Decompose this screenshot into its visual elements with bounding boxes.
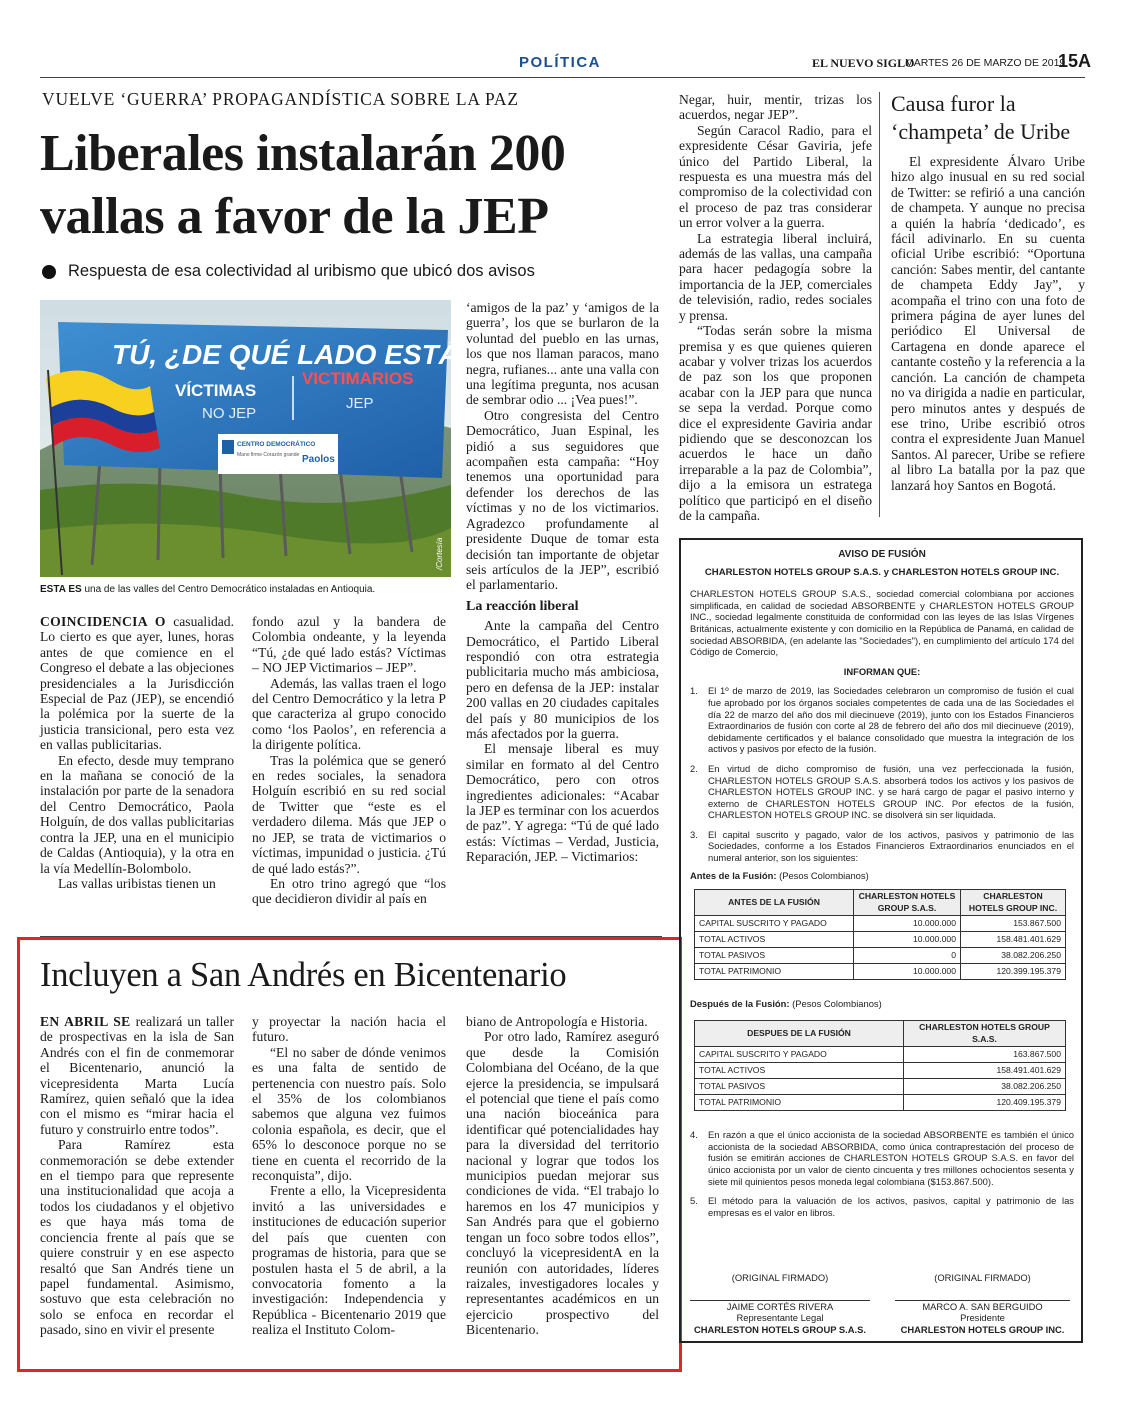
table-row [695, 1063, 1066, 1079]
main-col2-para: Tras la polémica que se generó en redes sociales, la senadora Holguín escribió en su red social de Twitter que “este es el verdadero dilema. Más que JEP o no JEP, se trata de victimarios o víctimas, impunidad o justicia. ¿Tú de qué lado estás?”. [252, 752, 446, 876]
table-cell: 153.867.500 [961, 916, 1066, 932]
before-fusion-label-rest: (Pesos Colombianos) [776, 869, 869, 881]
table-cell: 120.399.195.379 [961, 964, 1066, 980]
signature-1-role: Representante Legal [736, 1312, 824, 1324]
table-row [695, 1095, 1066, 1111]
notice-item-text: En virtud de dicho compromiso de fusión, una vez perfeccionada la fusión, CHARLESTON HOTELS GROUP S.A.S. absorberá todos los activos y los pasivos de CHARLESTON HOTELS GROUP INC. y se hará cargo de pagar el pasivo interno y externo de CHARLESTON HOTELS GROUP INC. Por efectos de la fusión, CHARLESTON HOTELS GROUP INC. se disolverá sin ser liquidada. [708, 762, 1074, 821]
after-fusion-label-rest: (Pesos Colombianos) [789, 998, 882, 1010]
second-col-2 [252, 1014, 446, 1338]
kicker: VUELVE ‘GUERRA’ PROPAGANDÍSTICA SOBRE LA PAZ [42, 89, 519, 109]
billboard-left-word: VÍCTIMAS [175, 381, 257, 400]
second-col2-para: Frente a ello, la Vicepresidenta invitó a las universidades e instituciones de educación superior del país que cuenten con programas de historia, para que se postulen hasta el 5 de abril, a la convocatoria fomento a la investigación: Independencia y República - Bicentenario 2019 que realiza el Instituto Colom- [252, 1183, 446, 1338]
table-cell: TOTAL PATRIMONIO [695, 1095, 904, 1111]
notice-item-num: 5. [690, 1195, 698, 1207]
main-col3-para: Ante la campaña del Centro Democrático, el Partido Liberal respondió con otra estrategia publicitaria mucho más ambiciosa, pero en defensa de la JEP: instalar 200 vallas en 20 ciudades capitales del país y 80 municipios de los más afectados por la guerra. [466, 618, 659, 741]
main-col-1 [40, 614, 234, 891]
photo-caption [40, 584, 450, 595]
signature-2-name: MARCO A. SAN BERGUIDO [922, 1300, 1043, 1312]
notice-subtitle: CHARLESTON HOTELS GROUP S.A.S. y CHARLESTON HOTELS GROUP INC. [704, 566, 1060, 578]
sidebar-title [891, 90, 1091, 146]
billboard-right-word: VICTIMARIOS [302, 369, 414, 388]
table-cell: 163.867.500 [904, 1047, 1066, 1063]
main-col4-para: Negar, huir, mentir, trizas los acuerdos, negar JEP”. [679, 92, 872, 123]
sidebar-body-text: El expresidente Álvaro Uribe hizo algo inusual en su red social de Twitter: se refirió a una canción de champeta. Y aunque no precisa a quién la habría ‘dedicado’, es fácil adivinarlo. En su cuenta oficial Uribe escribió: “Oportuna canción: Sabes mentir, del cantante de champeta Eddy Jay”, y acompaña el trino con una foto de primera página de ayer lunes del periódico El Universal de Cartagena en donde aparece el cantante costeño y la referencia a la canción. La canción de champeta no va dirigida a nadie en particular, pero minutos antes y después de ese trino, Uribe escribió otros contra el expresidente Juan Manuel Santos. Al parecer, Uribe se refiere al libro La batalla por la paz que lanzará hoy Santos en Bogotá. [891, 154, 1085, 493]
signature-1-name: JAIME CORTÉS RIVERA [726, 1300, 834, 1312]
second-col-3 [466, 1014, 659, 1338]
notice-item-text: El capital suscrito y pagado, valor de los activos, pasivos y patrimonio de las Sociedades, conforme a los Estados Financieros Extraordinarios enunciados en el numeral anterior, son los siguientes: [708, 828, 1074, 864]
notice-item-num: 3. [690, 828, 698, 840]
signature-2-company: CHARLESTON HOTELS GROUP INC. [900, 1323, 1065, 1335]
notice-item-num: 1. [690, 685, 698, 697]
sidebar-body [891, 154, 1085, 493]
page-number: 15A [1058, 51, 1092, 71]
notice-item-num: 4. [690, 1129, 698, 1141]
table-cell: TOTAL PATRIMONIO [695, 964, 854, 980]
signature-2-signed: (ORIGINAL FIRMADO) [934, 1272, 1031, 1283]
after-fusion-label [690, 998, 1074, 1010]
notice-intro: CHARLESTON HOTELS GROUP S.A.S., sociedad comercial colombiana por acciones simplificada, en calidad de sociedad ABSORBENTE y CHARLESTON HOTELS GROUP INC., sociedad legalmente constituida de conformidad con las leyes de las Islas Vírgenes Británicas, actualmente existente y con domicilio en la República de Panamá, en calidad de sociedad ABSORBIDA, (en adelante las "Sociedades"), en cumplimiento del artículo 174 del Código de Comercio, [690, 588, 1074, 658]
table-cell: TOTAL PASIVOS [695, 1079, 904, 1095]
notice-item-text: El método para la valuación de los activos, pasivos, capital y patrimonio de las empresas es el valor en libros. [708, 1195, 1074, 1218]
table-cell: CAPITAL SUSCRITO Y PAGADO [695, 1047, 904, 1063]
signature-2 [895, 1272, 1070, 1335]
table-cell: 158.491.401.629 [904, 1063, 1066, 1079]
table-cell: 10.000.000 [854, 916, 961, 932]
table-cell: 0 [854, 948, 961, 964]
table-cell: TOTAL PASIVOS [695, 948, 854, 964]
main-col1-lead: COINCIDENCIA O [40, 614, 166, 629]
signature-2-role: Presidente [960, 1312, 1005, 1324]
table-cell: TOTAL ACTIVOS [695, 932, 854, 948]
billboard-photo [40, 300, 495, 577]
table-header-row [695, 890, 1066, 916]
notice-item-1 [690, 685, 1074, 755]
main-col1-para: En efecto, desde muy temprano en la mañana se conoció de la instalación por parte de la senadora del Centro Democrático, Paola Holguín, de dos vallas publicitarias contra la JEP, una en el municipio de Caldas (Antioquia), y la otra en la vía Medellín-Bolombolo. [40, 752, 234, 876]
table-header: CHARLESTON HOTELS GROUP S.A.S. [904, 1021, 1066, 1047]
before-fusion-table [694, 889, 1066, 980]
table-cell: 38.082.206.250 [904, 1079, 1066, 1095]
main-col-3 [466, 300, 659, 865]
sidebar-title-line2: ‘champeta’ de Uribe [891, 119, 1071, 144]
second-col1-para [40, 1014, 234, 1137]
notice-item-text: En razón a que el único accionista de la sociedad ABSORBENTE es también el único accionista de la sociedad ABSORBIDA, como única contraprestación del proceso de fusión se emitirán acciones de CHARLESTON HOTELS GROUP S.A.S. en favor del único accionista por un valor de ciento cincuenta y tres millones ochocientos sesenta y siete mil quinientos pesos moneda legal colombiana ($153.867.500). [708, 1129, 1074, 1187]
main-subtitle: Respuesta de esa colectividad al uribismo que ubicó dos avisos [68, 262, 535, 280]
main-col4-para: Según Caracol Radio, para el expresidente César Gaviria, jefe único del Partido Liberal, la respuesta es una muestra más del compromiso de la colectividad con el proceso de paz tras considerar un error volver a la guerra. [679, 122, 872, 231]
billboard-logo-centro-sub: Mano firme Corazón grande [237, 452, 300, 458]
second-col2-para: y proyectar la nación hacia el futuro. [252, 1014, 446, 1045]
table-cell: CAPITAL SUSCRITO Y PAGADO [695, 916, 854, 932]
before-fusion-label-bold: Antes de la Fusión: [690, 869, 777, 881]
main-col-2 [252, 614, 446, 907]
main-col3-subhead: La reacción liberal [466, 598, 579, 614]
second-headline: Incluyen a San Andrés en Bicentenario [40, 956, 567, 994]
notice-item-text: El 1º de marzo de 2019, las Sociedades celebraron un compromiso de fusión el cual fue aprobado por los órganos sociales competentes de cada una de las Sociedades el día 22 de marzo del año dos mil diecinueve (2019), junto con los Estados Financieros Extraordinarios de fusión con corte al 28 de febrero del año dos mil diecinueve (2019), debidamente certificados y el balance consolidado que muestra la integración de los activos y pasivos por efecto de la fusión. [708, 685, 1074, 755]
main-headline [40, 122, 670, 248]
billboard-photo-svg [40, 300, 495, 577]
billboard-right-sub: JEP [346, 395, 374, 412]
table-header: CHARLESTON HOTELS GROUP INC. [961, 890, 1066, 916]
table-row [695, 964, 1066, 980]
before-fusion-label [690, 870, 1074, 882]
second-col3-para: biano de Antropología e Historia. [466, 1014, 648, 1029]
notice-item-3 [690, 829, 1074, 864]
table-row [695, 932, 1066, 948]
table-cell: 120.409.195.379 [904, 1095, 1066, 1111]
table-header-row [695, 1021, 1066, 1047]
table-header: CHARLESTON HOTELS GROUP S.A.S. [854, 890, 961, 916]
sidebar-divider [879, 92, 880, 517]
main-col1-para [40, 614, 234, 753]
billboard-logo-centro: CENTRO DEMOCRÁTICO [237, 441, 316, 448]
table-row [695, 948, 1066, 964]
main-col3-para: ‘amigos de la paz’ y ‘amigos de la guerra’, los que se burlaron de la voluntad del pueblo en las urnas, los que nos llaman paracos, mano negra, rufianes... ante una valla con una legítima pregunta, nos acusan de sembrar odio ... ¡Vea pues!”. [466, 300, 659, 408]
billboard-title: TÚ, ¿DE QUÉ LADO ESTÁS? [112, 339, 495, 370]
notice-item-4 [690, 1129, 1074, 1187]
main-col2-para: fondo azul y la bandera de Colombia ondeante, y la leyenda “Tú, ¿de qué lado estás? Víctimas – NO JEP Victimarios – JEP”. [252, 614, 446, 676]
section-label: POLÍTICA [519, 54, 601, 71]
signature-1 [690, 1272, 870, 1335]
publication-date: MARTES 26 DE MARZO DE 2019 [905, 57, 1066, 69]
second-col1-lead: EN ABRIL SE [40, 1014, 131, 1029]
second-col1-para: Para Ramírez esta conmemoración se debe extender en el tiempo para que represente una institucionalidad que acoja a todos los ciudadanos y el objetivo es que haya más toma de conciencia frente al país que se quiere construir y en ese aspecto resaltó que San Andrés tiene un papel fundamental. Asimismo, sostuvo que esta celebración no solo se enfoca en recordar el pasado, sino en vivir el presente [40, 1137, 234, 1338]
main-col2-para: Además, las vallas traen el logo del Centro Democrático y la letra P que caracteriza al grupo conocido como ‘los Paolos’, en referencia a la dirigente política. [252, 675, 446, 753]
main-col4-para: “Todas serán sobre la misma premisa y es que quienes quieren acabar y volver trizas los acuerdos de paz son los que proponen acabar con la JEP para que nunca se sepa la verdad. Porque como dice el expresidente Gaviria andar pidiendo que se desconozcan los acuerdos le hace un daño irreparable a la paz de Colombia”, dijo a la emisora un estratega político que participó en el diseño de la campaña. [679, 323, 872, 523]
main-col4-para: La estrategia liberal incluirá, además de las vallas, una campaña para hacer pedagogía sobre la importancia de la JEP, comerciales de televisión, radio, redes sociales y prensa. [679, 230, 872, 323]
main-col1-para: Las vallas uribistas tienen un [58, 875, 216, 891]
table-row [695, 1079, 1066, 1095]
billboard-logo-paolos: Paolos [302, 454, 335, 465]
second-col3-para: Por otro lado, Ramírez aseguró que desde la Comisión Colombiana del Océano, de la que ejerce la presidencia, se impulsará el potencial que tiene el país como una nación bioceánica para identificar qué potencialidades hay para la diversidad del territorio nacional y lograr que todos los municipios puedan mejorar sus condiciones de vida. “El trabajo lo haremos en los 47 municipios y San Andrés para que el gobierno tengan un foco sobre todos ellos”, concluyó la vicepresidentA en la reunión con autoridades, líderes raizales, investigadores locales y representantes académicos en un ejercicio prospectivo del Bicentenario. [466, 1029, 659, 1338]
signature-1-company: CHARLESTON HOTELS GROUP S.A.S. [693, 1323, 867, 1335]
notice-title: AVISO DE FUSIÓN [838, 549, 926, 560]
notice-informan: INFORMAN QUE: [843, 665, 921, 677]
main-headline-line1: Liberales instalarán 200 [40, 125, 566, 182]
after-fusion-label-bold: Después de la Fusión: [690, 998, 790, 1010]
sidebar-title-line1: Causa furor la [891, 91, 1016, 116]
main-col3-para: Otro congresista del Centro Democrático, Juan Espinal, les pidió a sus seguidores que acompañen esta campaña: “Hoy tenemos una oportunidad para defender los derechos de las víctimas y no de los victimarios. Agradezco profundamente al presidente Duque de tomar esta decisión tan importante de objetar seis artículos de la JEP”, escribió el parlamentario. [466, 407, 659, 593]
second-col2-para: “El no saber de dónde venimos es una falta de sentido de pertenencia con nuestro país. Solo el 35% de los colombianos sabemos que alguna vez fuimos colonia española, es decir, que el 65% lo desconoce porque no se tiene en cuenta el recorrido de la reconquista”, dijo. [252, 1044, 446, 1184]
after-fusion-table [694, 1020, 1066, 1111]
notice-item-2 [690, 763, 1074, 821]
main-col-4 [679, 92, 872, 523]
table-row [695, 1047, 1066, 1063]
main-headline-line2: vallas a favor de la JEP [40, 188, 549, 245]
table-header: ANTES DE LA FUSIÓN [695, 890, 854, 916]
main-col2-para: En otro trino agregó que “los que decidieron dividir al país en [252, 875, 446, 907]
table-header: DESPUES DE LA FUSIÓN [695, 1021, 904, 1047]
table-row [695, 916, 1066, 932]
second-headline-rule [40, 936, 662, 937]
notice-item-num: 2. [690, 762, 698, 774]
photo-credit: /Cortesía [435, 537, 444, 570]
header-rule [40, 77, 1085, 78]
publication-name: EL NUEVO SIGLO [812, 56, 915, 70]
second-col-1 [40, 1014, 234, 1338]
signature-1-signed: (ORIGINAL FIRMADO) [731, 1272, 829, 1283]
table-cell: TOTAL ACTIVOS [695, 1063, 904, 1079]
subtitle-bullet [42, 265, 56, 279]
photo-caption-lead: ESTA ES [40, 584, 82, 595]
main-col3-para: El mensaje liberal es muy similar en formato al del Centro Democrático, pero con otros ingredientes adicionales: “Acabar la JEP es terminar con los acuerdos de paz”. Y agrega: “Tú de qué lado estás: Víctimas – Verdad, Justicia, Reparación, JEP. – Victimarios: [466, 741, 659, 865]
main-col1-para-text: casualidad. Lo cierto es que ayer, lunes, horas antes de que comience en el Congreso el debate a las objeciones presidenciales a la Jurisdicción Especial de Paz (JEP), se encendió la polémica por la suerte de la justicia transicional, pero esta vez en vallas publicitarias. [40, 614, 235, 753]
table-cell: 10.000.000 [854, 932, 961, 948]
notice-content [690, 549, 1074, 1218]
billboard-left-sub: NO JEP [202, 405, 257, 422]
table-cell: 38.082.206.250 [961, 948, 1066, 964]
table-cell: 158.481.401.629 [961, 932, 1066, 948]
second-col1-para-text: realizará un taller de prospectivas en la isla de San Andrés con el fin de conmemorar el Bicentenario, anunció la vicepresidenta Marta Lucía Ramírez, quien señaló que la idea con el mismo es “mirar hacia el futuro y construirlo entre todos”. [40, 1014, 234, 1137]
photo-caption-text: una de las valles del Centro Democrático instaladas en Antioquia. [81, 584, 376, 595]
notice-item-5 [690, 1195, 1074, 1218]
table-cell: 10.000.000 [854, 964, 961, 980]
